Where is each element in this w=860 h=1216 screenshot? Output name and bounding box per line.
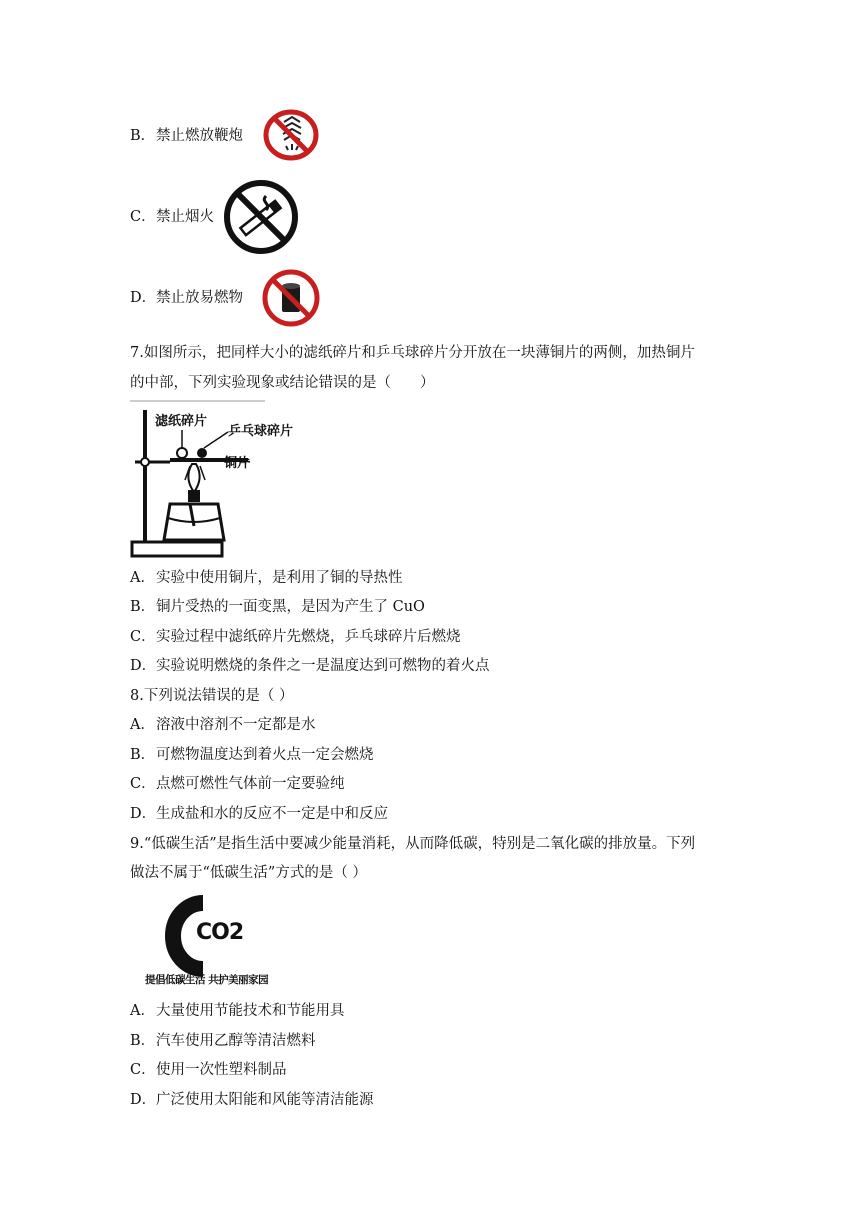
no-smoking-icon (220, 178, 302, 256)
q9-stem-line1: 9.“低碳生活”是指生活中要减少能量消耗，从而降低碳，特别是二氧化碳的排放量。下列 (130, 836, 696, 852)
copper-label: 铜片 (224, 456, 251, 471)
option-letter: B． (130, 747, 156, 763)
q9-option-d (130, 1090, 374, 1110)
option-letter: C． (130, 629, 156, 645)
option-letter: C． (130, 1062, 156, 1078)
option-letter: B． (130, 128, 156, 144)
option-text: 汽车使用乙醇等清洁燃料 (156, 1033, 316, 1049)
q7-option-b (130, 597, 425, 617)
option-letter: D． (130, 290, 157, 306)
q9-stem-line2: 做法不属于“低碳生活”方式的是（ ） (130, 865, 367, 881)
q7-stem-line2: 的中部，下列实验现象或结论错误的是（ ） (130, 375, 435, 391)
option-text: 禁止放易燃物 (156, 290, 243, 306)
option-text: 生成盐和水的反应不一定是中和反应 (156, 806, 388, 822)
q8-option-d (130, 804, 388, 824)
option-letter: B． (130, 1033, 156, 1049)
option-letter: D． (130, 1092, 157, 1108)
no-firecrackers-icon (262, 108, 320, 162)
option-text: 禁止烟火 (156, 209, 214, 225)
option-text: 实验过程中滤纸碎片先燃烧，乒乓球碎片后燃烧 (156, 629, 461, 645)
q9-option-b (130, 1031, 316, 1051)
q6-option-c (130, 207, 214, 227)
q6-option-d (130, 288, 243, 308)
option-letter: A． (130, 1003, 155, 1019)
q9-option-a (130, 1001, 345, 1021)
filter-paper-label: 滤纸碎片 (155, 414, 208, 429)
option-text: 铜片受热的一面变黑，是因为产生了 CuO (156, 599, 425, 615)
option-letter: A． (130, 717, 155, 733)
option-letter: C． (130, 209, 156, 225)
option-letter: C． (130, 776, 156, 792)
q7-stem-line1: 7.如图所示，把同样大小的滤纸碎片和乒乓球碎片分开放在一块薄铜片的两侧，加热铜片 (130, 345, 695, 361)
option-text: 点燃可燃性气体前一定要验纯 (156, 776, 345, 792)
option-text: 广泛使用太阳能和风能等清洁能源 (156, 1092, 374, 1108)
option-letter: A． (130, 570, 155, 586)
option-letter: D． (130, 658, 157, 674)
q8-stem: 8.下列说法错误的是（ ） (130, 688, 294, 704)
q8-option-b (130, 745, 374, 765)
q6-option-b (130, 126, 243, 146)
option-letter: D． (130, 806, 157, 822)
q7-option-c (130, 627, 461, 647)
q9-option-c (130, 1060, 287, 1080)
option-text: 禁止燃放鞭炮 (156, 128, 243, 144)
option-text: 大量使用节能技术和节能用具 (156, 1003, 345, 1019)
option-text: 溶液中溶剂不一定都是水 (156, 717, 316, 733)
option-letter: B． (130, 599, 156, 615)
q8-option-a (130, 715, 316, 735)
pingpong-label: 乒乓球碎片 (228, 424, 294, 439)
option-text: 实验中使用铜片，是利用了铜的导热性 (156, 570, 403, 586)
option-text: 实验说明燃烧的条件之一是温度达到可燃物的着火点 (156, 658, 490, 674)
no-flammables-icon (260, 268, 322, 328)
option-text: 可燃物温度达到着火点一定会燃烧 (156, 747, 374, 763)
q7-option-d (130, 656, 490, 676)
q7-option-a (130, 568, 403, 588)
q8-option-c (130, 774, 345, 794)
option-text: 使用一次性塑料制品 (156, 1062, 287, 1078)
co2-logo-text: CO2 (196, 920, 244, 945)
low-carbon-slogan: 提倡低碳生活 共护美丽家园 (145, 974, 269, 986)
